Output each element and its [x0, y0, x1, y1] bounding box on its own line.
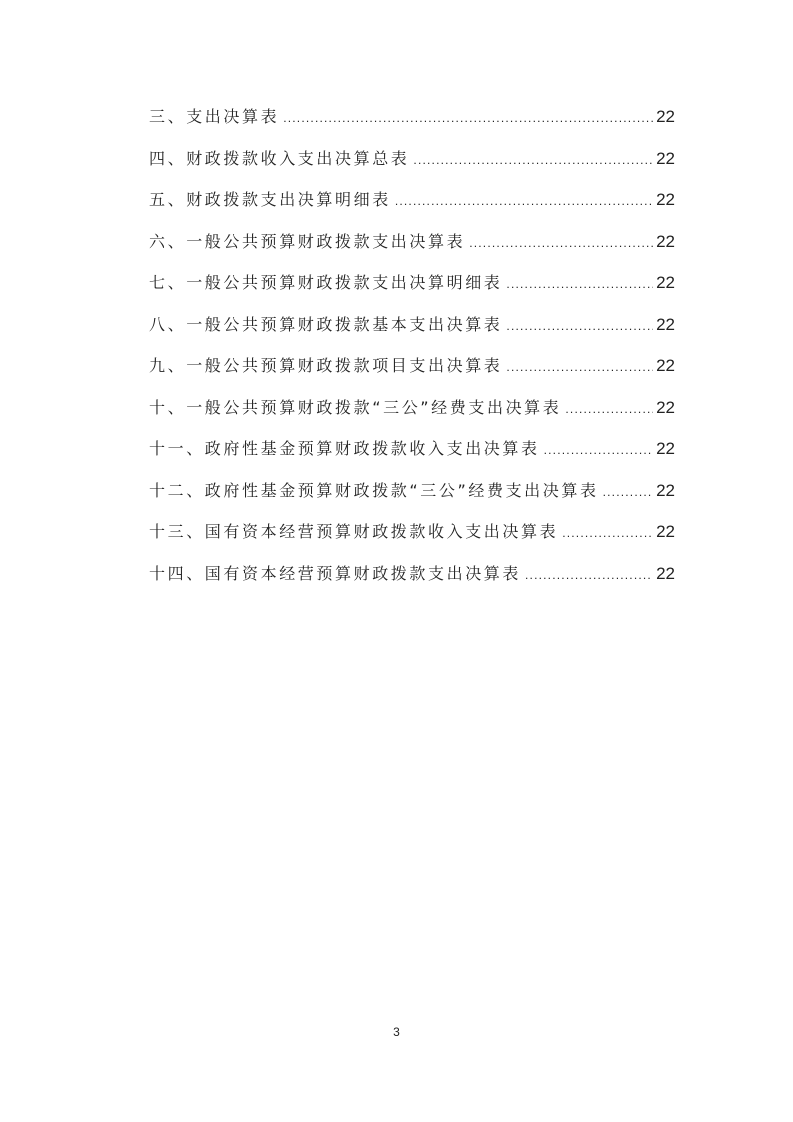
toc-dot-leader: [565, 397, 653, 421]
toc-dot-leader: [562, 521, 653, 545]
toc-entry[interactable]: [149, 230, 675, 272]
toc-entry-label: 十二、政府性基金预算财政拨款“三公”经费支出决算表: [149, 480, 599, 500]
toc-entry-label: 十三、国有资本经营预算财政拨款收入支出决算表: [149, 522, 559, 541]
toc-dot-leader: [603, 480, 653, 504]
toc-entry-page: 22: [656, 231, 675, 251]
toc-dot-leader: [283, 106, 653, 130]
toc-entry-label: 八、一般公共预算财政拨款基本支出决算表: [149, 314, 503, 334]
toc-entry-label: 三、支出决算表: [149, 107, 280, 126]
toc-entry-page: 22: [656, 522, 675, 541]
toc-entry[interactable]: [149, 188, 675, 230]
toc-entry-page: 22: [656, 107, 675, 126]
toc-entry-page: 22: [656, 439, 675, 458]
toc-entry-page: 22: [656, 563, 675, 583]
toc-dot-leader: [469, 231, 653, 255]
toc-entry-page: 22: [656, 148, 675, 168]
toc-entry-label: 九、一般公共预算财政拨款项目支出决算表: [149, 356, 503, 375]
toc-entry-page: 22: [656, 356, 675, 375]
toc-entry-label: 六、一般公共预算财政拨款支出决算表: [149, 231, 466, 251]
toc-entry-label: 十、一般公共预算财政拨款“三公”经费支出决算表: [149, 397, 562, 417]
toc-entry[interactable]: [149, 271, 675, 313]
toc-entry-page: 22: [656, 397, 675, 417]
toc-entry-page: 22: [656, 190, 675, 209]
toc-dot-leader: [413, 148, 653, 172]
toc-entry-label: 四、财政拨款收入支出决算总表: [149, 148, 410, 168]
toc-entry[interactable]: [149, 562, 675, 604]
toc-entry[interactable]: [149, 354, 675, 396]
toc-entry[interactable]: [149, 147, 675, 189]
toc-entry[interactable]: [149, 479, 675, 521]
toc-dot-leader: [506, 314, 653, 338]
toc-entry-page: 22: [656, 273, 675, 292]
table-of-contents: [149, 105, 675, 603]
toc-entry-page: 22: [656, 314, 675, 334]
toc-entry-label: 十四、国有资本经营预算财政拨款支出决算表: [149, 563, 522, 583]
toc-entry-label: 十一、政府性基金预算财政拨款收入支出决算表: [149, 439, 540, 458]
toc-dot-leader: [506, 272, 653, 296]
toc-entry[interactable]: [149, 313, 675, 355]
toc-entry[interactable]: [149, 105, 675, 147]
toc-entry[interactable]: [149, 396, 675, 438]
toc-dot-leader: [525, 563, 653, 587]
toc-entry[interactable]: [149, 520, 675, 562]
toc-dot-leader: [506, 355, 653, 379]
toc-dot-leader: [544, 438, 653, 462]
toc-dot-leader: [395, 189, 653, 213]
page-number: 3: [393, 1025, 400, 1039]
toc-entry[interactable]: [149, 437, 675, 479]
toc-entry-page: 22: [656, 480, 675, 500]
toc-entry-label: 五、财政拨款支出决算明细表: [149, 190, 391, 209]
toc-entry-label: 七、一般公共预算财政拨款支出决算明细表: [149, 273, 503, 292]
